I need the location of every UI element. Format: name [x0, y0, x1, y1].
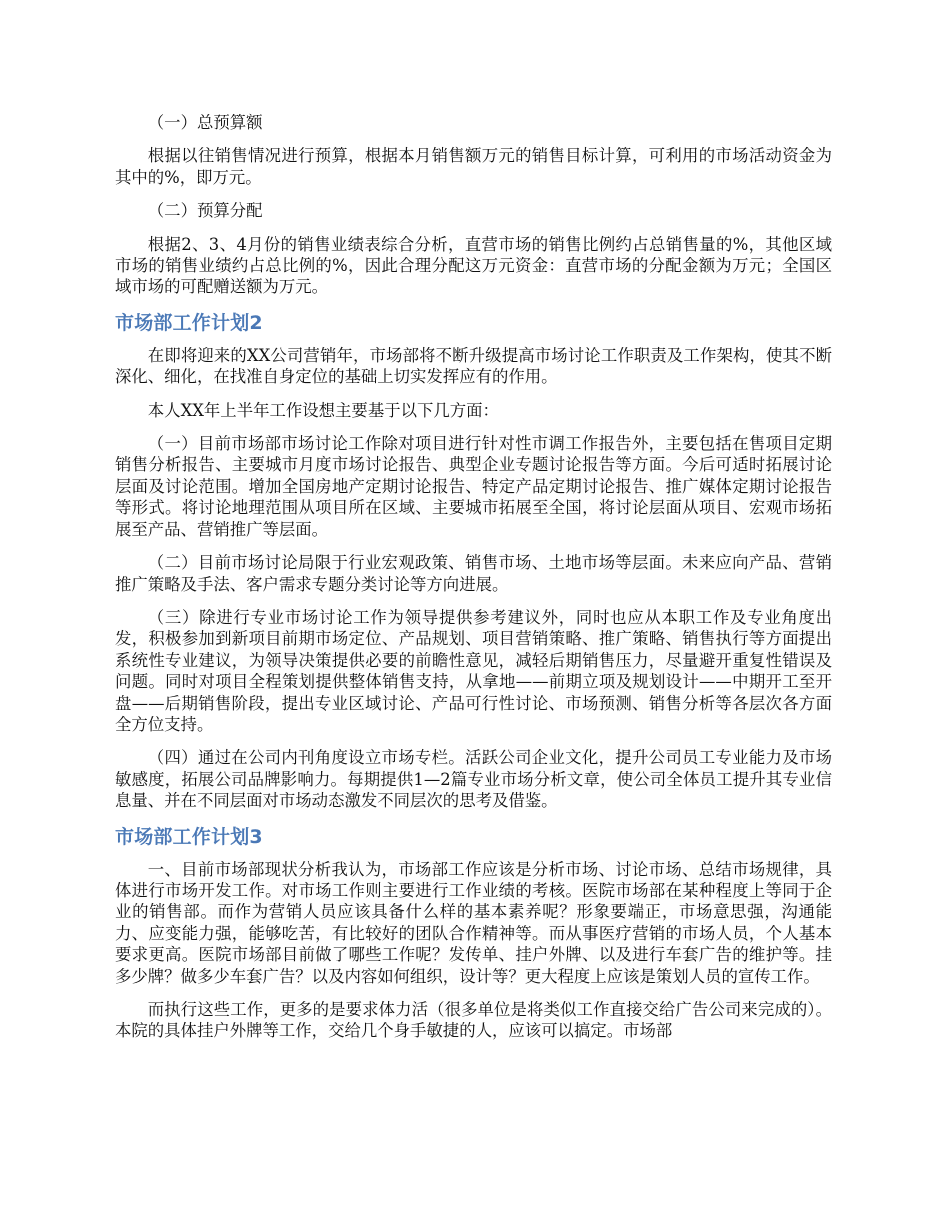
- plan2-paragraph-item-3: （三）除进行专业市场讨论工作为领导提供参考建议外，同时也应从本职工作及专业角度出发，积极参加到新项目前期市场定位、产品规划、项目营销策略、推广策略、销售执行等方面提出系统性专业建议，为领导决策提供必要的前瞻性意见，减轻后期销售压力，尽量避开重复性错误及问题。同时对项目全程策划提供整体销售支持，从拿地——前期立项及规划设计——中期开工至开盘——后期销售阶段，提出专业区域讨论、产品可行性讨论、市场预测、销售分析等各层次各方面全方位支持。: [115, 607, 832, 734]
- section-heading-plan-3: 市场部工作计划3: [115, 825, 263, 848]
- plan2-paragraph-item-1: （一）目前市场部市场讨论工作除对项目进行针对性市调工作报告外，主要包括在售项目定期销售分析报告、主要城市月度市场讨论报告、典型企业专题讨论报告等方面。今后可适时拓展讨论层面及讨论范围。增加全国房地产定期讨论报告、特定产品定期讨论报告、推广媒体定期讨论报告等形式。将讨论地理范围从项目所在区域、主要城市拓展至全国，将讨论层面从项目、宏观市场拓展至产品、营销推广等层面。: [115, 434, 832, 539]
- plan2-paragraph-basis: 本人XX年上半年工作设想主要基于以下几方面：: [147, 400, 499, 420]
- budget-total-paragraph: 根据以往销售情况进行预算，根据本月销售额万元的销售目标计算，可利用的市场活动资金为其中的%，即万元。: [115, 146, 832, 187]
- plan3-paragraph-execution: 而执行这些工作，更多的是要求体力活（很多单位是将类似工作直接交给广告公司来完成的）。本院的具体挂户外牌等工作，交给几个身手敏捷的人，应该可以搞定。市场部: [115, 1000, 832, 1041]
- budget-total-subheading: （一）总预算额: [147, 113, 263, 132]
- section-heading-plan-2: 市场部工作计划2: [115, 311, 263, 334]
- plan2-paragraph-intro: 在即将迎来的XX公司营销年，市场部将不断升级提高市场讨论工作职责及工作架构，使其不断深化、细化，在找准自身定位的基础上切实发挥应有的作用。: [115, 345, 832, 387]
- plan2-paragraph-item-2: （二）目前市场讨论局限于行业宏观政策、销售市场、土地市场等层面。未来应向产品、营销推广策略及手法、客户需求专题分类讨论等方向进展。: [115, 553, 832, 594]
- plan2-paragraph-item-4: （四）通过在公司内刊角度设立市场专栏。活跃公司企业文化，提升公司员工专业能力及市场敏感度，拓展公司品牌影响力。每期提供1—2篇专业市场分析文章，使公司全体员工提升其专业信息量、并在不同层面对市场动态激发不同层次的思考及借鉴。: [115, 748, 832, 811]
- plan3-paragraph-analysis: 一、目前市场部现状分析我认为，市场部工作应该是分析市场、讨论市场、总结市场规律，具体进行市场开发工作。对市场工作则主要进行工作业绩的考核。医院市场部在某种程度上等同于企业的销售部。而作为营销人员应该具备什么样的基本素养呢？形象要端正，市场意思强，沟通能力、应变能力强，能够吃苦，有比较好的团队合作精神等。而从事医疗营销的市场人员，个人基本要求更高。医院市场部目前做了哪些工作呢？发传单、挂户外牌、以及进行车套广告的维护等。挂多少牌？做多少车套广告？以及内容如何组织，设计等？更大程度上应该是策划人员的宣传工作。: [115, 859, 832, 986]
- budget-allocation-paragraph: 根据2、3、4月份的销售业绩表综合分析，直营市场的销售比例约占总销售量的%，其他区域市场的销售业绩约占总比例的%，因此合理分配这万元资金：直营市场的分配金额为万元；全国区域市场的可配赠送额为万元。: [115, 234, 832, 297]
- budget-allocation-subheading: （二）预算分配: [147, 201, 263, 221]
